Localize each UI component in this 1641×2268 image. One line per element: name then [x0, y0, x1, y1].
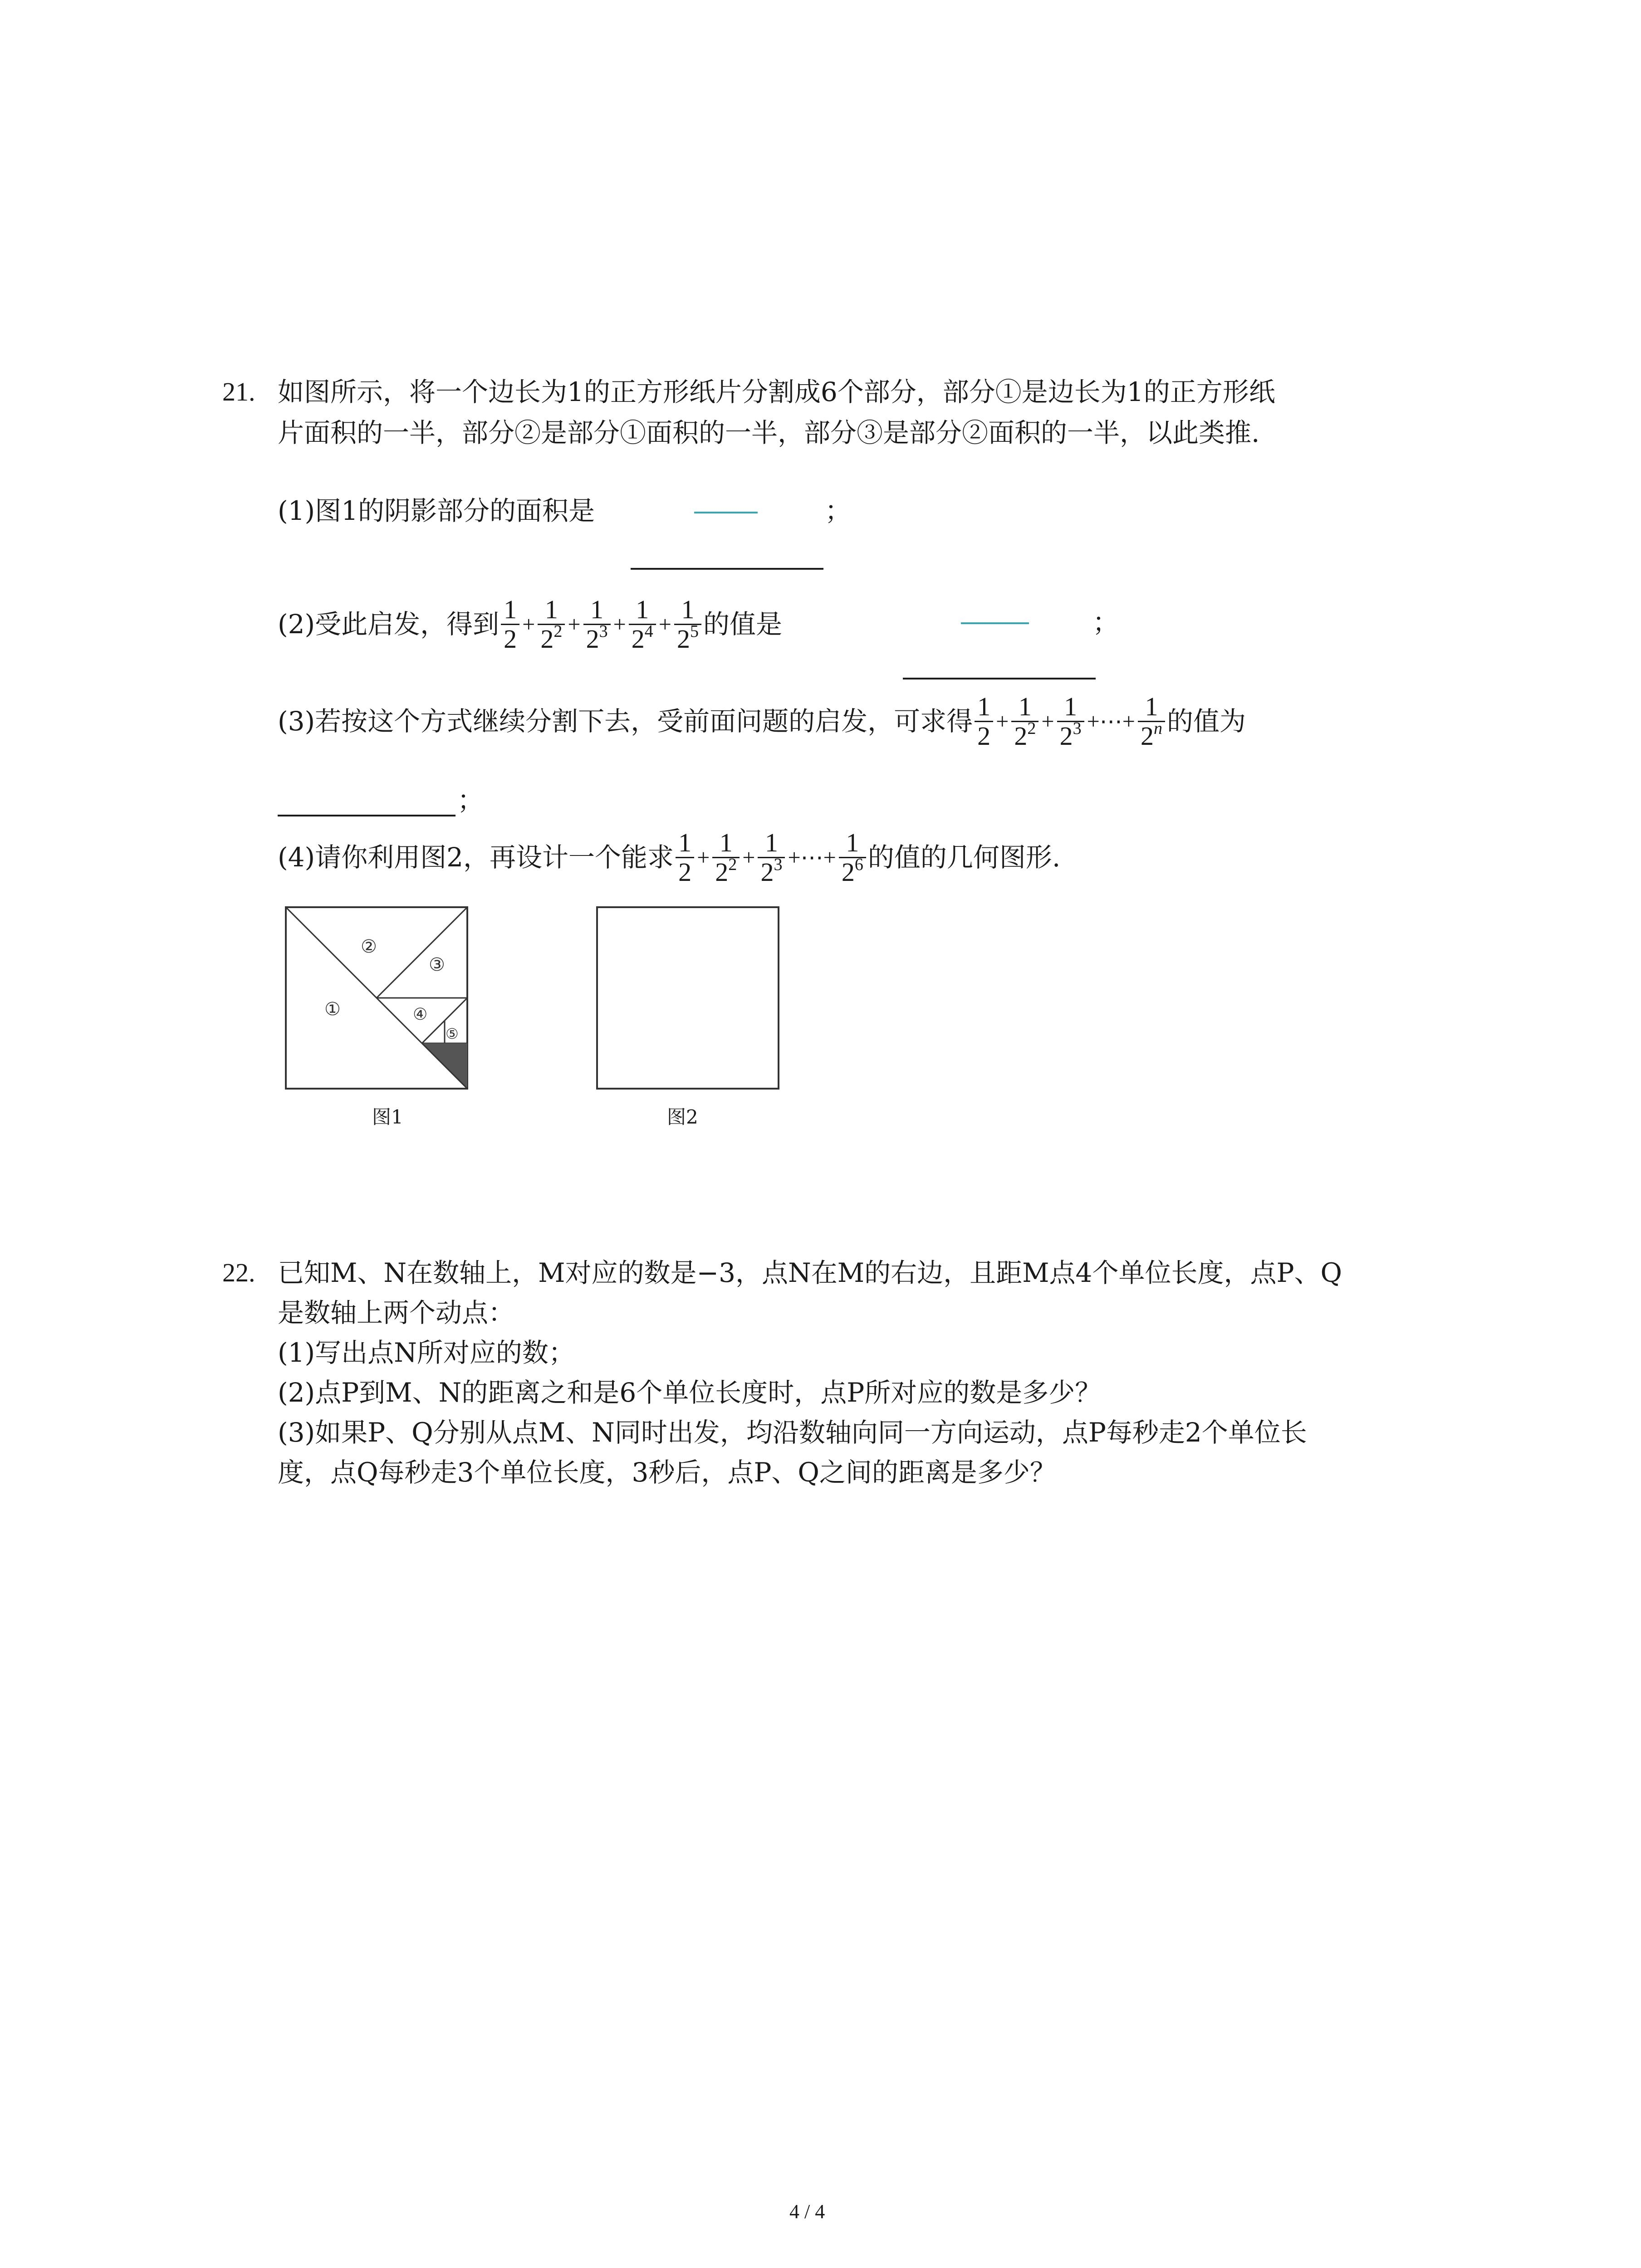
q22-stem-line1: 已知M、N在数轴上，M对应的数是−3，点N在M的右边，且距M点4个单位长度，点P、Q [278, 1257, 1342, 1288]
ellipsis-plus: +⋯+ [1087, 709, 1135, 734]
figure-2-diagram [593, 903, 783, 1093]
fraction-1-2-cubed: $\frac{1}{2^3}$ [1057, 693, 1084, 750]
q21-part4-prefix: (4)请你利用图2，再设计一个能求 [278, 842, 674, 873]
part-5-label: ⑤ [446, 1025, 459, 1042]
q21-part1-text: (1)图1的阴影部分的面积是 [278, 495, 595, 526]
q22-part3-line2: 度，点Q每秒走3个单位长度，3秒后，点P、Q之间的距离是多少？ [278, 1457, 1056, 1488]
q21-part4-suffix: 的值的几何图形. [867, 842, 1061, 873]
q21-stem-line1: 如图所示，将一个边长为1的正方形纸片分割成6个部分，部分①是边长为1的正方形纸 [278, 376, 1275, 407]
figure-1-diagram [281, 903, 472, 1093]
plus-sign: + [1041, 709, 1054, 734]
fraction-1-2-pow4: $\frac{1}{2^4}$ [629, 596, 656, 653]
q21-part2-suffix: 的值是 [703, 609, 782, 640]
q22-stem-line2: 是数轴上两个动点： [278, 1297, 515, 1328]
q21-part2-end: ； [1092, 607, 1119, 638]
fraction-1-2: $\frac{1}{2}$ [676, 829, 694, 886]
plus-sign: + [568, 611, 581, 637]
fraction-1-2-pow-n: $\frac{1}{2^n}$ [1138, 693, 1165, 750]
q21-part3-end: ； [457, 785, 484, 816]
q21-part3-prefix: (3)若按这个方式继续分割下去，受前面问题的启发，可求得 [278, 706, 973, 737]
q21-part1-suffix: ； [825, 495, 852, 526]
q21-part2-answer-mark [961, 622, 1029, 624]
fraction-1-2-squared: $\frac{1}{2^2}$ [1011, 693, 1038, 750]
fraction-1-2-cubed: $\frac{1}{2^3}$ [758, 829, 785, 886]
figure-1-caption: 图1 [372, 1106, 403, 1128]
plus-sign: + [522, 611, 535, 637]
plus-sign: + [996, 709, 1009, 734]
figure-2-caption: 图2 [667, 1106, 698, 1128]
q21-part2-row [278, 583, 782, 665]
q21-part3-row [278, 680, 1246, 762]
plus-sign: + [613, 611, 626, 637]
q21-part2-prefix: (2)受此启发，得到 [278, 609, 500, 640]
page-number: 4 / 4 [789, 2200, 825, 2223]
fraction-1-2-squared: $\frac{1}{2^2}$ [538, 596, 565, 653]
q22-part2: (2)点P到M、N的距离之和是6个单位长度时，点P所对应的数是多少？ [278, 1377, 1102, 1408]
ellipsis-plus: +⋯+ [788, 845, 836, 870]
q21-stem-line2: 片面积的一半，部分②是部分①面积的一半，部分③是部分②面积的一半，以此类推. [278, 417, 1260, 448]
part-3-label: ③ [429, 954, 445, 975]
q21-part4-row [278, 816, 1060, 898]
figure-2-square [597, 907, 779, 1089]
part-2-label: ② [361, 936, 377, 957]
plus-sign: + [658, 611, 671, 637]
part-4-label: ④ [413, 1005, 428, 1024]
q22-part1: (1)写出点N所对应的数； [278, 1337, 575, 1368]
plus-sign: + [742, 845, 755, 870]
q21-part1-answer-mark [694, 512, 758, 513]
fraction-1-2: $\frac{1}{2}$ [501, 596, 519, 653]
fraction-1-2: $\frac{1}{2}$ [975, 693, 993, 750]
plus-sign: + [697, 845, 710, 870]
q21-number: 21. [222, 377, 255, 406]
q21-part1-blank[interactable] [631, 568, 823, 570]
fraction-1-2-squared: $\frac{1}{2^2}$ [712, 829, 740, 886]
fraction-1-2-cubed: $\frac{1}{2^3}$ [583, 596, 611, 653]
q21-part3-suffix: 的值为 [1166, 706, 1246, 737]
part-1-label: ① [324, 999, 341, 1020]
q22-part3-line1: (3)如果P、Q分别从点M、N同时出发，均沿数轴向同一方向运动，点P每秒走2个单位长 [278, 1417, 1307, 1448]
fraction-1-2-pow5: $\frac{1}{2^5}$ [674, 596, 701, 653]
q22-number: 22. [222, 1258, 255, 1287]
q21-part2-blank[interactable] [903, 678, 1096, 679]
fraction-1-2-pow6: $\frac{1}{2^6}$ [839, 829, 866, 886]
